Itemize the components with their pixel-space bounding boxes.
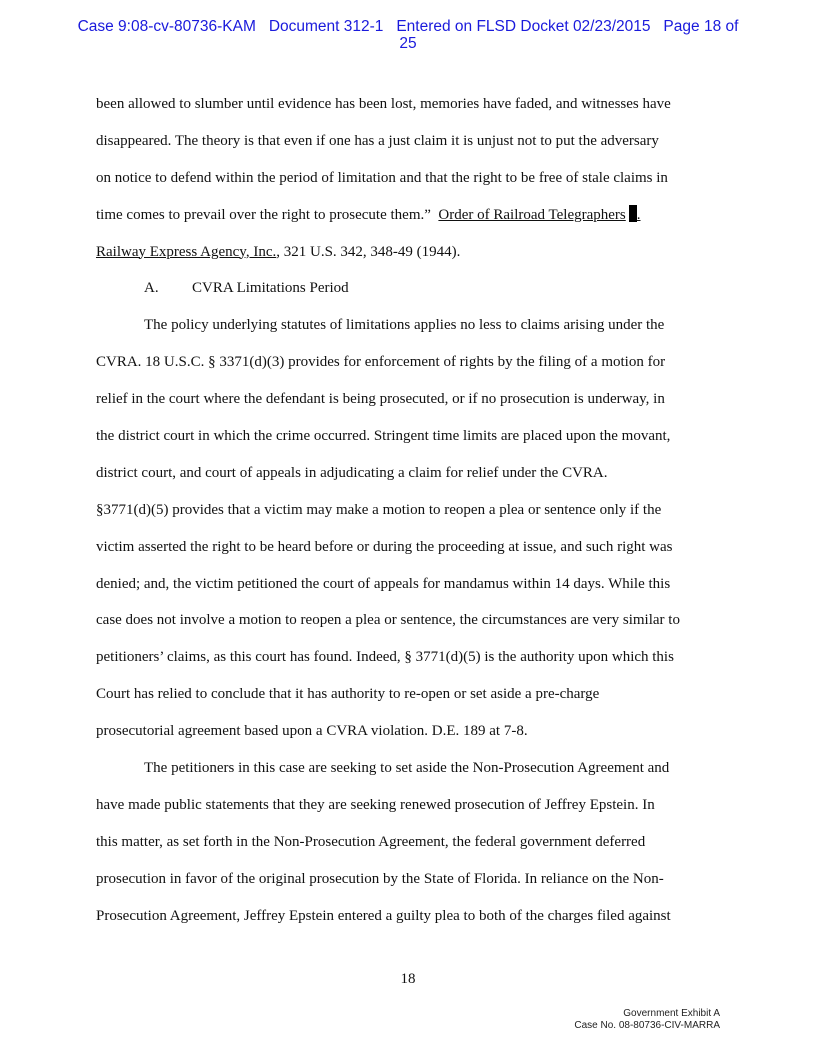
body-line: been allowed to slumber until evidence has been lost, memories have faded, and witnesses have: [96, 96, 671, 112]
exhibit-case-number: Case No. 08-80736-CIV-MARRA: [574, 1020, 720, 1031]
body-line: disappeared. The theory is that even if one has a just claim it is unjust not to put the adversary: [96, 132, 659, 149]
body-line: district court, and court of appeals in adjudicating a claim for relief under the CVRA.: [96, 464, 608, 481]
body-line: victim asserted the right to be heard before or during the proceeding at issue, and such right was: [96, 538, 673, 555]
body-line: this matter, as set forth in the Non-Prosecution Agreement, the federal government deferred: [96, 833, 646, 850]
docket-header-line-2: 25: [399, 35, 417, 52]
body-line: Court has relied to conclude that it has authority to re-open or set aside a pre-charge: [96, 686, 600, 703]
body-line: on notice to defend within the period of limitation and that the right to be free of stale claims in: [96, 169, 668, 186]
body-line: The petitioners in this case are seeking to set aside the Non-Prosecution Agreement and: [144, 760, 670, 777]
citation-reporter: , 321 U.S. 342, 348-49 (1944).: [276, 243, 461, 260]
body-line: The policy underlying statutes of limitations applies no less to claims arising under the: [144, 317, 665, 334]
body-line: CVRA. 18 U.S.C. § 3371(d)(3) provides for enforcement of rights by the filing of a motion for: [96, 354, 666, 371]
body-line: [96, 239, 720, 276]
document-body: [96, 91, 720, 939]
quote-end-text: time comes to prevail over the right to prosecute them.”: [96, 206, 439, 223]
body-line: the district court in which the crime occurred. Stringent time limits are placed upon the movant,: [96, 428, 671, 445]
exhibit-stamp: [574, 1008, 720, 1032]
exhibit-label: Government Exhibit A: [623, 1008, 720, 1019]
case-citation-period: .: [636, 206, 641, 223]
body-line: denied; and, the victim petitioned the court of appeals for mandamus within 14 days. While this: [96, 575, 671, 592]
case-citation-part-1: Order of Railroad Telegraphers: [438, 206, 626, 223]
section-title: CVRA Limitations Period: [192, 280, 349, 297]
body-line: relief in the court where the defendant is being prosecuted, or if no prosecution is underway, in: [96, 391, 665, 408]
section-heading: [96, 275, 720, 312]
docket-header: [0, 18, 816, 52]
body-line: prosecution in favor of the original prosecution by the State of Florida. In reliance on the Non-: [96, 870, 664, 887]
body-line: petitioners’ claims, as this court has found. Indeed, § 3771(d)(5) is the authority upon which this: [96, 649, 674, 666]
body-line: have made public statements that they are seeking renewed prosecution of Jeffrey Epstein. In: [96, 796, 655, 813]
docket-header-line-1: Case 9:08-cv-80736-KAM Document 312-1 Entered on FLSD Docket 02/23/2015 Page 18 of: [77, 18, 739, 35]
page-number: 18: [400, 971, 416, 987]
body-line: case does not involve a motion to reopen a plea or sentence, the circumstances are very similar to: [96, 612, 680, 629]
case-citation-part-2: Railway Express Agency, Inc.: [96, 243, 277, 260]
body-line: Prosecution Agreement, Jeffrey Epstein entered a guilty plea to both of the charges filed against: [96, 907, 671, 924]
redaction-block: [629, 205, 637, 222]
body-line: [96, 202, 720, 239]
body-line: prosecutorial agreement based upon a CVRA violation. D.E. 189 at 7-8.: [96, 723, 528, 740]
body-line: §3771(d)(5) provides that a victim may make a motion to reopen a plea or sentence only if the: [96, 501, 662, 518]
section-letter: A.: [144, 280, 159, 297]
